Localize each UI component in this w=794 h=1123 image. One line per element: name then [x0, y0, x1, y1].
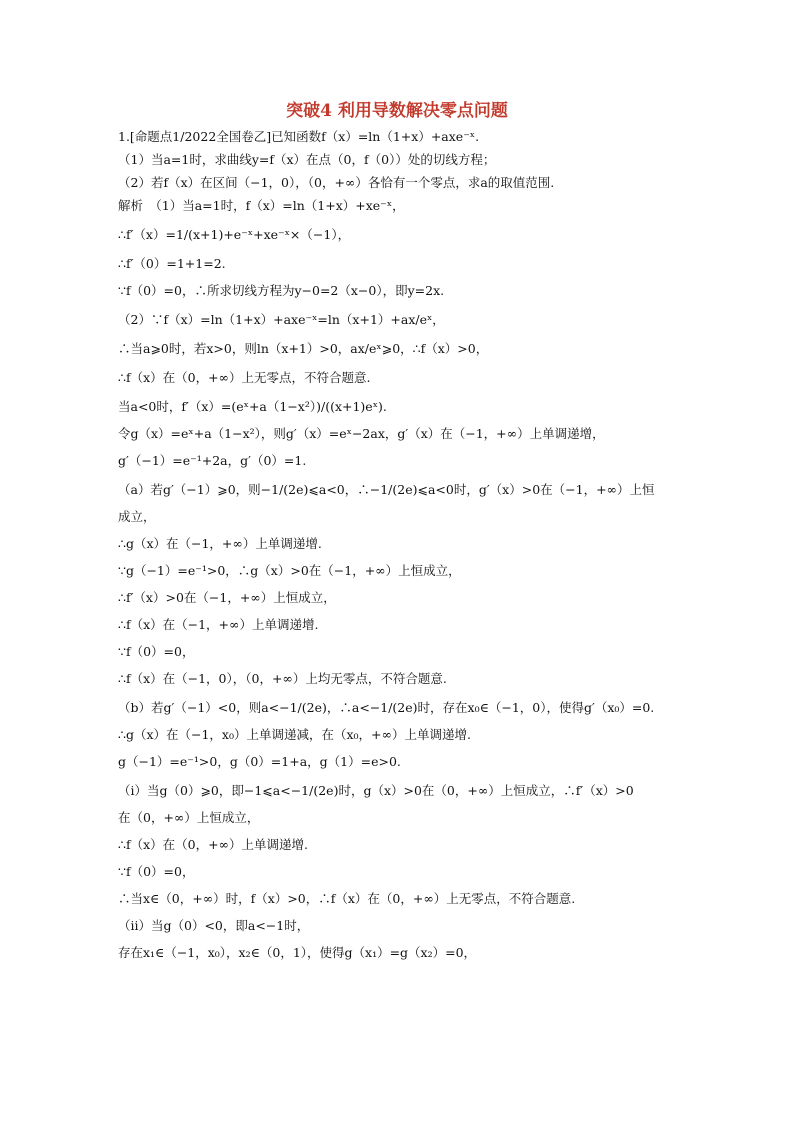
- solution-line: ∴当a⩾0时，若x>0，则ln（x+1）>0，ax/eˣ⩾0，∴f（x）>0，: [118, 341, 489, 356]
- solution-line: ∵f（0）=0，∴所求切线方程为y−0=2（x−0），即y=2x.: [118, 283, 445, 298]
- solution-line: ∴f（x）在（−1，+∞）上单调递增.: [118, 617, 319, 632]
- solution-line: （b）若g′（−1）<0，则a<−1/(2e)，∴a<−1/(2e)时，存在x₀∈（−1，0），使得g′（x₀）=0.: [118, 700, 655, 715]
- solution-line: 当a<0时，f′（x）=(eˣ+a（1−x²）)/((x+1)eˣ).: [118, 399, 387, 414]
- solution-line: ∴当x∈（0，+∞）时，f（x）>0，∴f（x）在（0，+∞）上无零点，不符合题意.: [118, 891, 576, 906]
- solution-line: ∵f（0）=0，: [118, 644, 195, 659]
- solution-line: （a）若g′（−1）⩾0，则−1/(2e)⩽a<0，∴−1/(2e)⩽a<0时，g′（x）>0在（−1，+∞）上恒: [118, 482, 655, 497]
- solution-line: 解析 （1）当a=1时，f（x）=ln（1+x）+xe⁻ˣ，: [118, 198, 405, 213]
- solution-line: ∴f′（x）>0在（−1，+∞）上恒成立，: [118, 590, 336, 605]
- solution-line: 在（0，+∞）上恒成立，: [118, 810, 260, 825]
- solution-body: [118, 128, 678, 962]
- problem-statement: 1.[命题点1/2022全国卷乙]已知函数f（x）=ln（1+x）+axe⁻ˣ.: [118, 129, 480, 144]
- solution-line: ∵g（−1）=e⁻¹>0，∴g（x）>0在（−1，+∞）上恒成立，: [118, 563, 461, 578]
- solution-line: ∴f（x）在（−1，0），（0，+∞）上均无零点，不符合题意.: [118, 671, 447, 686]
- solution-line: （i）当g（0）⩾0，即−1⩽a<−1/(2e)时，g（x）>0在（0，+∞）上恒成立，∴f′（x）>0: [118, 783, 634, 798]
- solution-line: ∴g（x）在（−1，+∞）上单调递增.: [118, 536, 322, 551]
- page-title: 突破4 利用导数解决零点问题: [286, 101, 508, 121]
- sub-question-2: （2）若f（x）在区间（−1，0），（0，+∞）各恰有一个零点，求a的取值范围.: [118, 175, 555, 190]
- solution-line: g′（−1）=e⁻¹+2a，g′（0）=1.: [118, 453, 307, 468]
- solution-line: ∴f′（0）=1+1=2.: [118, 256, 226, 271]
- solution-line: ∴f（x）在（0，+∞）上单调递增.: [118, 837, 308, 852]
- solution-line: ∴f′（x）=1/(x+1)+e⁻ˣ+xe⁻ˣ×（−1），: [118, 227, 351, 242]
- solution-line: ∴f（x）在（0，+∞）上无零点，不符合题意.: [118, 370, 371, 385]
- solution-line: g（−1）=e⁻¹>0，g（0）=1+a，g（1）=e>0.: [118, 754, 401, 769]
- solution-line: ∵f（0）=0，: [118, 864, 195, 879]
- solution-line: （ii）当g（0）<0，即a<−1时，: [118, 918, 310, 933]
- solution-line: 成立，: [118, 509, 156, 524]
- solution-line: （2）∵f（x）=ln（1+x）+axe⁻ˣ=ln（x+1）+ax/eˣ，: [118, 312, 445, 327]
- solution-line: 存在x₁∈（−1，x₀），x₂∈（0，1），使得g（x₁）=g（x₂）=0，: [118, 945, 477, 960]
- solution-line: 令g（x）=eˣ+a（1−x²），则g′（x）=eˣ−2ax，g′（x）在（−1，+∞）上单调递增，: [118, 426, 605, 441]
- solution-line: ∴g（x）在（−1，x₀）上单调递减，在（x₀，+∞）上单调递增.: [118, 727, 471, 742]
- sub-question-1: （1）当a=1时，求曲线y=f（x）在点（0，f（0））处的切线方程；: [118, 152, 496, 167]
